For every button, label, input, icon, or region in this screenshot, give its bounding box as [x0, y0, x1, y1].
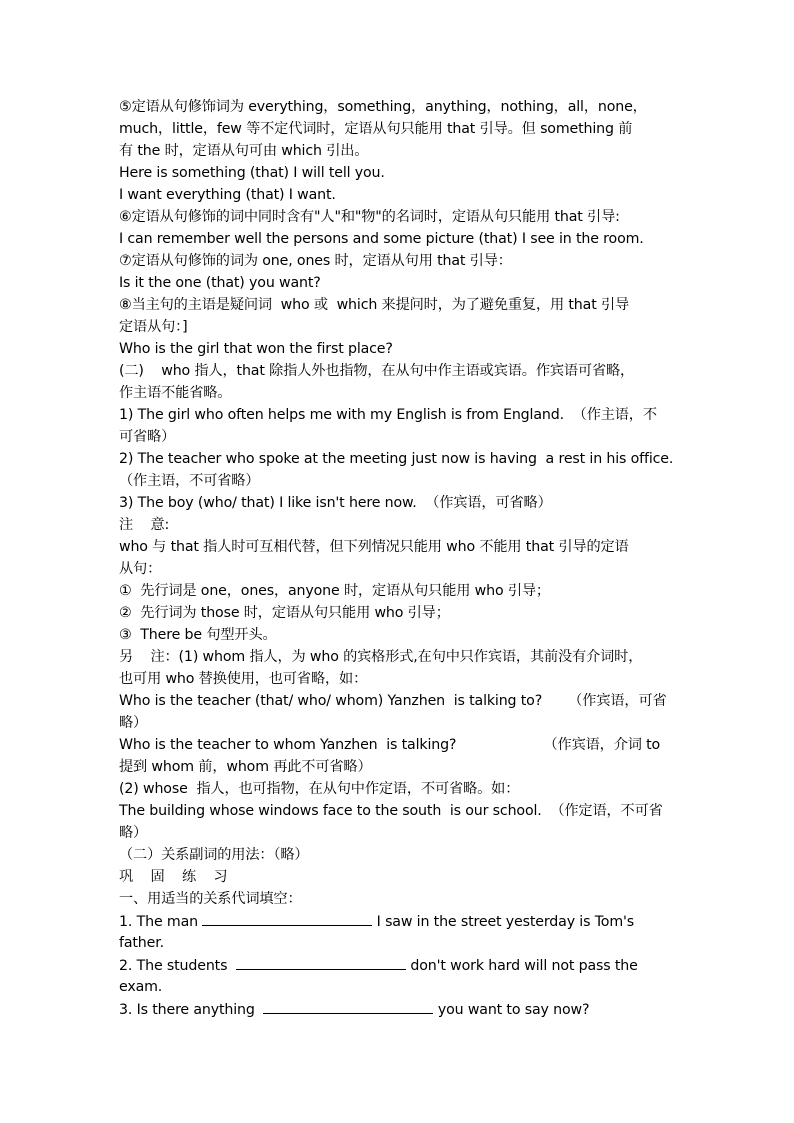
answer-blank[interactable]: [202, 910, 372, 926]
text-line: ③ There be 句型开头。: [119, 627, 277, 643]
exercise-continuation: father.: [119, 935, 164, 951]
exercise-continuation: exam.: [119, 979, 163, 995]
answer-blank[interactable]: [263, 998, 433, 1014]
text-line: I want everything (that) I want.: [119, 187, 336, 203]
text-line: 可省略）: [119, 429, 176, 445]
text-line: Who is the girl that won the first place?: [119, 341, 393, 357]
text-line: 1) The girl who often helps me with my English is from England. （作主语，不: [119, 407, 657, 423]
exercise-text-after: don't work hard will not pass the: [406, 958, 638, 974]
text-line: 定语从句：]: [119, 319, 188, 335]
exercise-text-after: I saw in the street yesterday is Tom's: [372, 914, 634, 930]
text-line: 另 注：(1) whom 指人，为 who 的宾格形式,在句中只作宾语，其前没有介词时，: [119, 649, 643, 665]
text-line: （二）关系副词的用法：（略）: [119, 847, 309, 863]
text-line: 作主语不能省略。: [119, 385, 232, 401]
exercise-item: [119, 910, 694, 932]
text-line: Is it the one (that) you want?: [119, 275, 321, 291]
text-line: 注 意:: [119, 517, 170, 533]
text-line: (二) who 指人，that 除指人外也指物，在从句中作主语或宾语。作宾语可省略，: [119, 363, 635, 379]
exercise-text-before: 1. The man: [119, 914, 203, 930]
document-page: [119, 96, 694, 1020]
text-line: 从句：: [119, 561, 162, 577]
text-line: 2) The teacher who spoke at the meeting just now is having a rest in his office.: [119, 451, 674, 467]
text-line: who 与 that 指人时可互相代替，但下列情况只能用 who 不能用 that 引导的定语: [119, 539, 629, 555]
text-line: ⑦定语从句修饰的词为 one, ones 时，定语从句用 that 引导：: [119, 253, 512, 269]
text-line: ② 先行词为 those 时，定语从句只能用 who 引导；: [119, 605, 450, 621]
text-line: ① 先行词是 one，ones，anyone 时，定语从句只能用 who 引导；: [119, 583, 550, 599]
text-line: The building whose windows face to the south is our school. （作定语，不可省: [119, 803, 663, 819]
text-line: Who is the teacher to whom Yanzhen is talking? （作宾语，介词 to: [119, 737, 661, 753]
text-line: 也可用 who 替换使用，也可省略，如：: [119, 671, 368, 687]
text-line: 有 the 时，定语从句可由 which 引出。: [119, 143, 369, 159]
text-line: Who is the teacher (that/ who/ whom) Yanzhen is talking to? （作宾语，可省: [119, 693, 667, 709]
text-line: ⑥定语从句修饰的词中同时含有"人"和"物"的名词时，定语从句只能用 that 引导:: [119, 209, 620, 225]
text-line: much，little，few 等不定代词时，定语从句只能用 that 引导。但 something 前: [119, 121, 633, 137]
exercise-text-after: you want to say now?: [433, 1002, 590, 1018]
exercise-text-before: 2. The students: [119, 958, 237, 974]
text-line: 略）: [119, 715, 148, 731]
text-line: I can remember well the persons and some picture (that) I see in the room.: [119, 231, 644, 247]
document-text: [119, 96, 694, 910]
text-line: 3) The boy (who/ that) I like isn't here now. （作宾语，可省略）: [119, 495, 552, 511]
text-line: ⑤定语从句修饰词为 everything，something，anything，nothing，all，none，: [119, 99, 647, 115]
text-line: 提到 whom 前，whom 再此不可省略）: [119, 759, 372, 775]
text-line: ⑧当主句的主语是疑问词 who 或 which 来提问时，为了避免重复，用 that 引导: [119, 297, 630, 313]
text-line: 略）: [119, 825, 148, 841]
answer-blank[interactable]: [236, 954, 406, 970]
exercise-item: [119, 954, 694, 976]
text-line: 巩 固 练 习: [119, 869, 228, 885]
text-line: （作主语，不可省略）: [119, 473, 260, 489]
text-line: Here is something (that) I will tell you.: [119, 165, 385, 181]
exercise-list: [119, 910, 694, 1020]
text-line: (2) whose 指人，也可指物，在从句中作定语，不可省略。如：: [119, 781, 520, 797]
exercise-text-before: 3. Is there anything: [119, 1002, 264, 1018]
exercise-item: [119, 998, 694, 1020]
text-line: 一、用适当的关系代词填空：: [119, 891, 302, 907]
